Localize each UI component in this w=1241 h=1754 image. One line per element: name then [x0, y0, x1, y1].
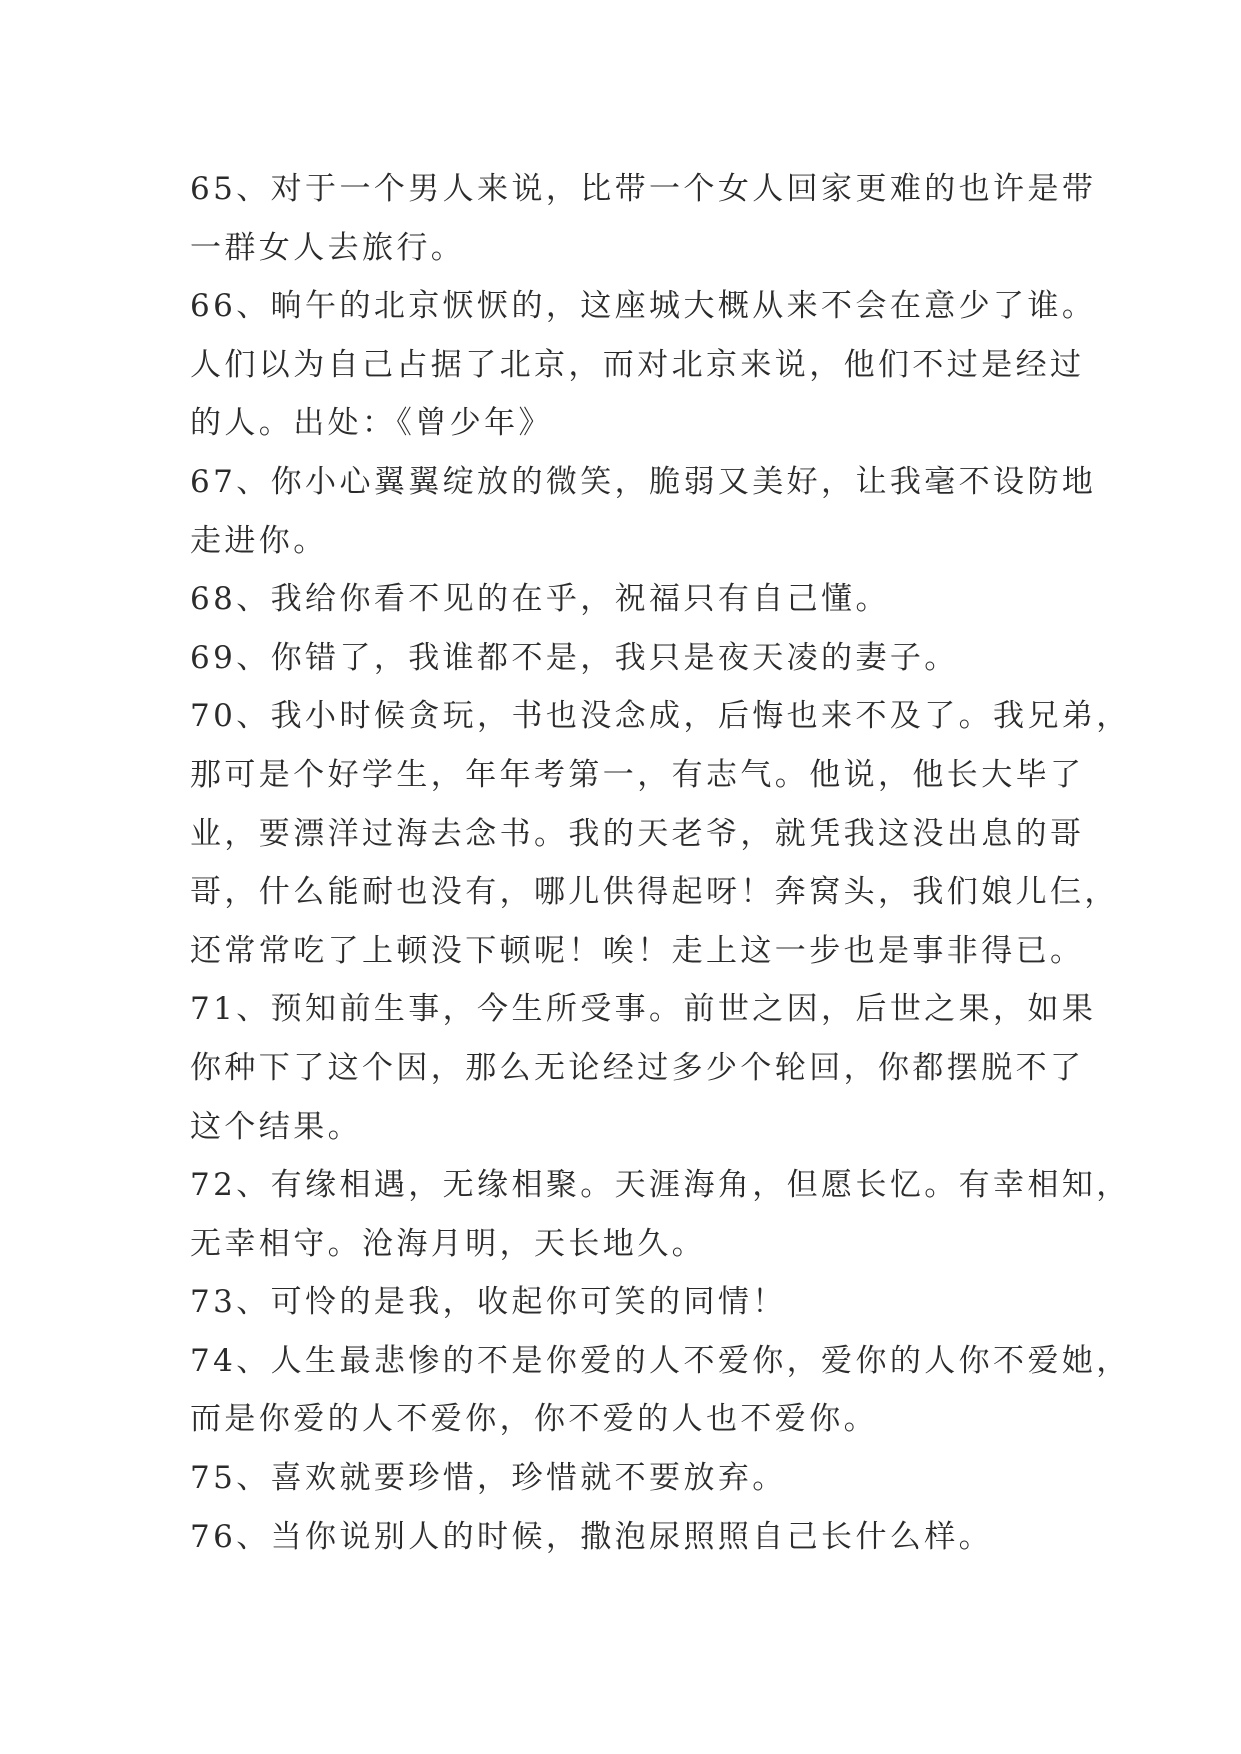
text-line: 走进你。: [190, 522, 328, 559]
text-line: 的人。出处：《曾少年》: [190, 405, 553, 442]
text-line: 业，要漂洋过海去念书。我的天老爷，就凭我这没出息的哥: [190, 815, 1085, 852]
text-line: 67、你小心翼翼绽放的微笑，脆弱又美好，让我毫不设防地: [190, 463, 1097, 500]
text-line: 哥，什么能耐也没有，哪儿供得起呀！奔窝头，我们娘儿仨，: [190, 874, 1119, 911]
text-line: 75、喜欢就要珍惜，珍惜就不要放弃。: [190, 1460, 787, 1497]
text-line: 这个结果。: [190, 1108, 362, 1145]
text-line: 而是你爱的人不爱你，你不爱的人也不爱你。: [190, 1401, 878, 1438]
text-line: 70、我小时候贪玩，书也没念成，后悔也来不及了。我兄弟，: [190, 698, 1131, 735]
document-body: [190, 160, 1131, 1566]
text-line: 72、有缘相遇，无缘相聚。天涯海角，但愿长忆。有幸相知，: [190, 1167, 1131, 1204]
text-line: 无幸相守。沧海月明，天长地久。: [190, 1225, 706, 1262]
text-line: 68、我给你看不见的在乎，祝福只有自己懂。: [190, 581, 890, 618]
text-line: 73、可怜的是我，收起你可笑的同情！: [190, 1284, 787, 1321]
text-line: 76、当你说别人的时候，撒泡尿照照自己长什么样。: [190, 1518, 994, 1555]
text-line: 人们以为自己占据了北京，而对北京来说，他们不过是经过: [190, 346, 1085, 383]
text-line: 还常常吃了上顿没下顿呢！唉！走上这一步也是事非得已。: [190, 932, 1085, 969]
text-line: 一群女人去旅行。: [190, 229, 466, 266]
text-line: 那可是个好学生，年年考第一，有志气。他说，他长大毕了: [190, 756, 1085, 793]
text-line: 66、晌午的北京恹恹的，这座城大概从来不会在意少了谁。: [190, 288, 1097, 325]
text-line: 74、人生最悲惨的不是你爱的人不爱你，爱你的人你不爱她，: [190, 1342, 1131, 1379]
text-line: 69、你错了，我谁都不是，我只是夜天凌的妻子。: [190, 639, 959, 676]
text-line: 71、预知前生事，今生所受事。前世之因，后世之果，如果: [190, 991, 1097, 1028]
text-line: 65、对于一个男人来说，比带一个女人回家更难的也许是带: [190, 171, 1097, 207]
text-line: 你种下了这个因，那么无论经过多少个轮回，你都摆脱不了: [190, 1049, 1085, 1086]
